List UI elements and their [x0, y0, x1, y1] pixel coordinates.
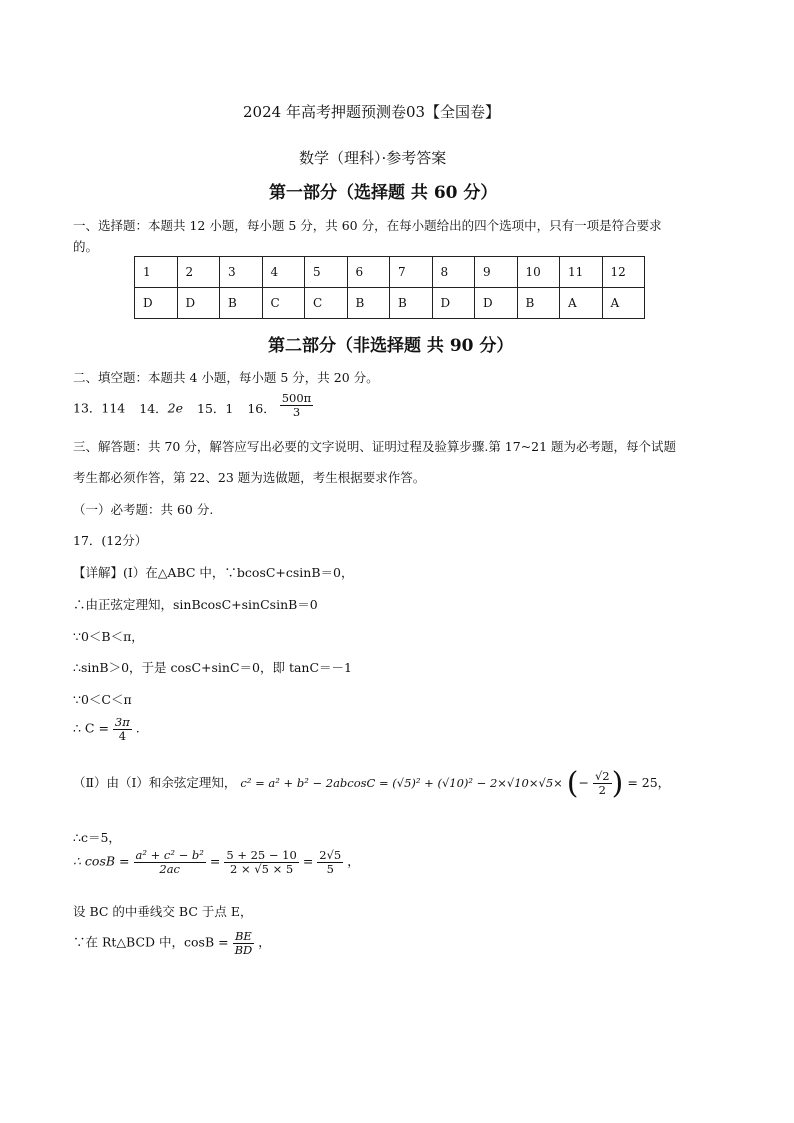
q17-line7-right-paren: )	[611, 766, 624, 801]
q17-line6-numerator: 3π	[114, 715, 130, 729]
answer-15: 15．1	[197, 400, 234, 416]
answer-cell: C	[305, 288, 348, 319]
q17-line10: 设 BC 的中垂线交 BC 于点 E，	[73, 904, 253, 919]
answer-cell: B	[347, 288, 390, 319]
q17-line9-fraction1	[134, 849, 206, 875]
q17-line11-denominator: BD	[234, 942, 253, 957]
question-number-cell: 4	[262, 257, 305, 288]
question-number-cell: 10	[517, 257, 560, 288]
question-number-cell: 11	[560, 257, 603, 288]
answer-16-denominator: 3	[292, 404, 301, 419]
question-number-cell: 1	[135, 257, 178, 288]
answer-13: 13．114	[73, 400, 126, 416]
section1-intro-line2: 的。	[73, 239, 99, 254]
answer-16-fraction	[280, 392, 314, 418]
q17-line9-suffix: ，	[347, 853, 360, 869]
answer-cell: A	[560, 288, 603, 319]
q17-heading: 17．(12分）	[73, 533, 148, 548]
q17-line7-prefix: （Ⅱ）由（Ⅰ）和余弦定理知，	[73, 775, 237, 790]
q17-line9	[73, 849, 360, 875]
q17-line7-denominator: 2	[598, 783, 606, 797]
section1-intro-line1: 一、选择题：本题共 12 小题，每小题 5 分，共 60 分，在每小题给出的四个选项中，只有一项是符合要求	[73, 218, 662, 233]
q17-line7	[73, 766, 670, 801]
q17-line7-left-paren: (	[566, 766, 579, 801]
answer-cell: D	[177, 288, 220, 319]
question-number-cell: 12	[602, 257, 645, 288]
q17-line7-fraction	[593, 770, 612, 796]
q17-line2: ∴由正弦定理知，sinBcosC+sinCsinB＝0	[73, 597, 318, 612]
answer-cell: C	[262, 288, 305, 319]
q17-line9-f3-denominator: 5	[326, 861, 334, 876]
answer-cell: D	[432, 288, 475, 319]
q17-line9-f3-numerator: 2√5	[319, 848, 342, 862]
page-subtitle: 数学（理科）·参考答案	[299, 149, 447, 167]
q17-line11-suffix: ，	[258, 934, 271, 950]
question-number-cell: 2	[177, 257, 220, 288]
answer-cell: D	[135, 288, 178, 319]
q17-line11-prefix: ∵在 Rt△BCD 中，cosB =	[73, 934, 229, 950]
q17-line9-f1-denominator: 2ac	[159, 861, 180, 876]
question-number-cell: 6	[347, 257, 390, 288]
question-number-cell: 5	[305, 257, 348, 288]
q17-line6-prefix: ∴ C =	[73, 720, 109, 736]
q17-line7-equation: c² = a² + b² − 2abcosC = (√5)² + (√10)² − 2×√10×√5×	[240, 776, 563, 790]
q17-line3: ∵0＜B＜π，	[73, 629, 144, 644]
question-number-cell: 3	[220, 257, 263, 288]
answer-cell: B	[390, 288, 433, 319]
answer-14-label: 14．	[139, 400, 168, 416]
part2-heading: 第二部分（非选择题 共 90 分）	[268, 336, 514, 356]
q17-line9-eq2: =	[302, 853, 314, 869]
q17-line5: ∵0＜C＜π	[73, 692, 132, 707]
answer-16-numerator: 500π	[281, 391, 312, 405]
q17-line6-suffix: .	[135, 720, 140, 736]
q17-line1: 【详解】(Ⅰ）在△ABC 中，∵bcosC+csinB＝0，	[73, 565, 354, 580]
q17-line8: ∴c＝5，	[73, 830, 121, 845]
q17-line6-denominator: 4	[118, 728, 127, 743]
q17-line9-f2-numerator: 5 + 25 − 10	[226, 848, 297, 862]
q17-line6	[73, 716, 140, 742]
q17-line11	[73, 930, 271, 956]
answer-table-answer-row	[135, 288, 645, 319]
q17-line9-prefix: ∴ cosB =	[73, 853, 130, 869]
q17-line9-f1-numerator: a² + c² − b²	[135, 848, 204, 862]
question-number-cell: 8	[432, 257, 475, 288]
answer-cell: A	[602, 288, 645, 319]
section3-intro-line1: 三、解答题：共 70 分，解答应写出必要的文字说明、证明过程及验算步骤.第 17~21 题为必考题，每个试题	[73, 439, 677, 454]
section3-intro-line2: 考生都必须作答，第 22、23 题为选做题，考生根据要求作答。	[73, 470, 426, 485]
q17-line11-fraction	[233, 930, 255, 956]
fill-answers	[73, 391, 313, 422]
page-title: 2024 年高考押题预测卷03【全国卷】	[243, 103, 501, 121]
answer-table	[134, 256, 645, 319]
q17-line7-numerator: √2	[594, 769, 610, 784]
q17-line4: ∴sinB＞0，于是 cosC+sinC＝0，即 tanC＝－1	[73, 660, 353, 675]
q17-line9-f2-denominator: 2 × √5 × 5	[230, 861, 294, 876]
answer-table-number-row	[135, 257, 645, 288]
section2-intro: 二、填空题：本题共 4 小题，每小题 5 分，共 20 分。	[73, 370, 379, 385]
q17-line11-numerator: BE	[233, 930, 255, 944]
question-number-cell: 7	[390, 257, 433, 288]
q17-line9-fraction2	[224, 849, 298, 875]
part1-heading: 第一部分（选择题 共 60 分）	[269, 183, 498, 203]
answer-cell: D	[475, 288, 518, 319]
answer-cell: B	[220, 288, 263, 319]
answer-16-label: 16．	[247, 400, 276, 416]
answer-cell: B	[517, 288, 560, 319]
q17-line7-minus: −	[578, 775, 589, 790]
q17-line6-fraction	[113, 716, 132, 742]
answer-14-value: 2e	[167, 400, 184, 416]
required-heading: （一）必考题：共 60 分.	[73, 502, 214, 517]
q17-line9-fraction3	[317, 849, 343, 875]
question-number-cell: 9	[475, 257, 518, 288]
q17-line9-eq1: =	[209, 853, 221, 869]
q17-line7-suffix: = 25，	[627, 775, 671, 790]
